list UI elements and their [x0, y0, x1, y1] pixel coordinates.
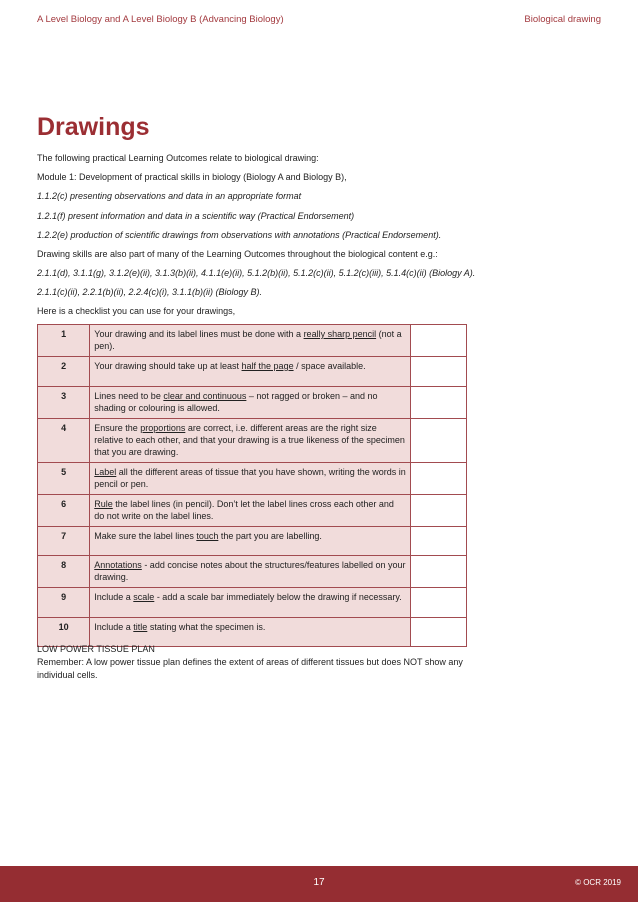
low-power-text: Remember: A low power tissue plan defines the extent of areas of different tissues but does NOT show any individual cells.	[37, 657, 463, 680]
checkbox-cell[interactable]	[411, 588, 467, 618]
item-number: 1	[38, 325, 90, 357]
intro-line: 2.1.1(c)(ii), 2.2.1(b)(ii), 2.2.4(c)(i), 3.1.1(b)(ii) (Biology B).	[37, 287, 263, 298]
intro-text	[37, 149, 607, 303]
table-row	[38, 386, 467, 418]
table-row	[38, 357, 467, 387]
table-row	[38, 494, 467, 526]
low-power-section	[37, 643, 467, 682]
table-row	[38, 526, 467, 556]
intro-line: 1.1.2(c) presenting observations and data in an appropriate format	[37, 191, 302, 202]
intro-line: The following practical Learning Outcomes relate to biological drawing:	[37, 153, 319, 163]
footer-bar	[0, 866, 638, 902]
copyright: © OCR 2019	[575, 878, 621, 887]
item-text: Rule the label lines (in pencil). Don’t let the label lines cross each other and do not write on the label lines.	[90, 494, 411, 526]
item-number: 5	[38, 462, 90, 494]
item-number: 9	[38, 588, 90, 618]
item-number: 7	[38, 526, 90, 556]
item-text: Label all the different areas of tissue that you have shown, writing the words in pencil or pen.	[90, 462, 411, 494]
table-row	[38, 418, 467, 462]
low-power-heading: LOW POWER TISSUE PLAN	[37, 644, 155, 654]
item-number: 4	[38, 418, 90, 462]
intro-line: 1.2.2(e) production of scientific drawings from observations with annotations (Practical Endorsement).	[37, 229, 442, 240]
table-row	[38, 588, 467, 618]
checkbox-cell[interactable]	[411, 462, 467, 494]
item-text: Ensure the proportions are correct, i.e. different areas are the right size relative to each other, and that your drawing is a true likeness of the specimen that you are drawing.	[90, 418, 411, 462]
table-row	[38, 462, 467, 494]
item-text: Include a title stating what the specimen is.	[90, 617, 411, 647]
intro-line: 1.2.1(f) present information and data in a scientific way (Practical Endorsement)	[37, 210, 355, 221]
item-number: 6	[38, 494, 90, 526]
checkbox-cell[interactable]	[411, 418, 467, 462]
checkbox-cell[interactable]	[411, 325, 467, 357]
checklist-intro: Here is a checklist you can use for your drawings,	[37, 306, 236, 316]
table-row	[38, 556, 467, 588]
table-row	[38, 325, 467, 357]
item-text: Lines need to be clear and continuous – not ragged or broken – and no shading or colouring is allowed.	[90, 386, 411, 418]
item-number: 10	[38, 617, 90, 647]
item-text: Include a scale - add a scale bar immediately below the drawing if necessary.	[90, 588, 411, 618]
checkbox-cell[interactable]	[411, 526, 467, 556]
intro-line: Module 1: Development of practical skills in biology (Biology A and Biology B),	[37, 172, 347, 183]
item-text: Make sure the label lines touch the part you are labelling.	[90, 526, 411, 556]
checklist-table	[37, 324, 467, 647]
item-text: Your drawing and its label lines must be done with a really sharp pencil (not a pen).	[90, 325, 411, 357]
checkbox-cell[interactable]	[411, 556, 467, 588]
item-number: 8	[38, 556, 90, 588]
item-text: Your drawing should take up at least half the page / space available.	[90, 357, 411, 387]
item-text: Annotations - add concise notes about the structures/features labelled on your drawing.	[90, 556, 411, 588]
header-section-title: Biological drawing	[524, 14, 601, 25]
header-course-title: A Level Biology and A Level Biology B (Advancing Biology)	[37, 14, 284, 25]
intro-line: Drawing skills are also part of many of the Learning Outcomes throughout the biological content e.g.:	[37, 249, 438, 260]
checkbox-cell[interactable]	[411, 357, 467, 387]
item-number: 2	[38, 357, 90, 387]
checkbox-cell[interactable]	[411, 494, 467, 526]
item-number: 3	[38, 386, 90, 418]
checkbox-cell[interactable]	[411, 386, 467, 418]
page-number: 17	[313, 877, 325, 888]
page-title: Drawings	[37, 113, 150, 141]
intro-line: 2.1.1(d), 3.1.1(g), 3.1.2(e)(ii), 3.1.3(b)(ii), 4.1.1(e)(ii), 5.1.2(b)(ii), 5.1.2(c)(ii), 5.1.2(c)(iii), 5.1.4(c)(ii) (Biology A).	[37, 268, 476, 279]
